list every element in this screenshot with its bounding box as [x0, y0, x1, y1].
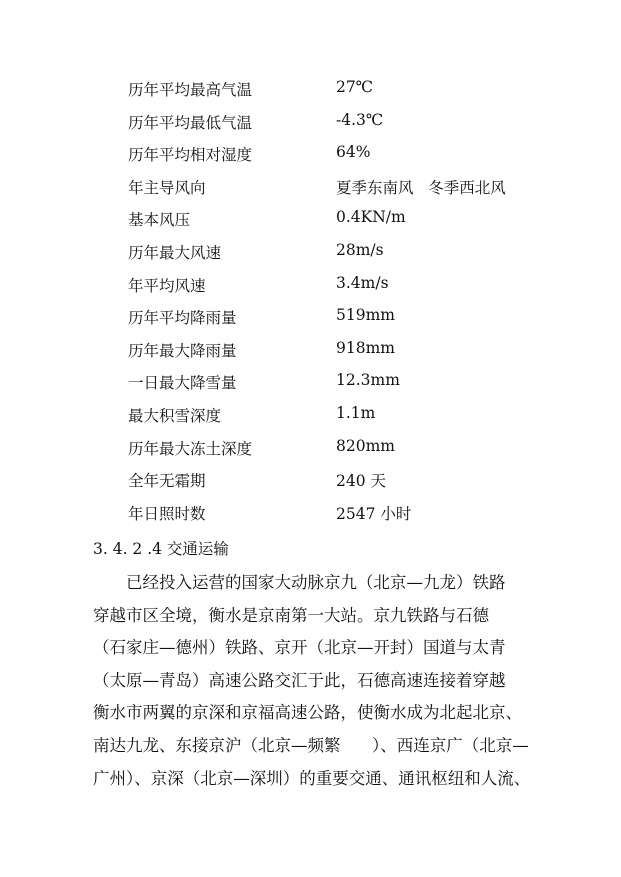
body-line: 衡水市两翼的京深和京福高速公路，使衡水成为北起北京、	[93, 703, 522, 723]
climate-row	[0, 437, 621, 470]
climate-row	[0, 404, 621, 437]
climate-label: 历年平均相对湿度	[128, 146, 253, 165]
climate-value: 240 天	[336, 472, 387, 491]
climate-row	[0, 502, 621, 535]
section-heading: 3. 4. 2 .4 交通运输	[93, 540, 229, 558]
climate-row	[0, 111, 621, 144]
body-line: 广州）、京深（北京—深圳）的重要交通、通讯枢纽和人流、	[93, 768, 531, 788]
climate-value: 12.3mm	[336, 371, 400, 390]
climate-row	[0, 143, 621, 176]
climate-value: 夏季东南风 冬季西北风	[336, 178, 506, 197]
climate-value: 918mm	[336, 338, 395, 357]
climate-row	[0, 78, 621, 111]
climate-value: 27℃	[336, 78, 374, 96]
climate-row	[0, 371, 621, 404]
climate-row	[0, 208, 621, 241]
climate-label: 基本风压	[128, 211, 191, 230]
climate-row	[0, 241, 621, 274]
climate-value: 2547 小时	[336, 504, 412, 523]
body-line: （石家庄—德州）铁路、京开（北京—开封）国道与太青	[93, 638, 506, 658]
climate-label: 年日照时数	[128, 504, 206, 523]
climate-value: 0.4KN/m	[336, 208, 406, 227]
climate-value: 64%	[336, 143, 371, 162]
body-line: 穿越市区全境，衡水是京南第一大站。京九铁路与石德	[93, 605, 489, 625]
climate-value: 519mm	[336, 306, 395, 325]
climate-row	[0, 469, 621, 502]
climate-value: 3.4m/s	[336, 273, 389, 292]
climate-label: 历年最大冻土深度	[128, 439, 253, 458]
climate-value: -4.3℃	[336, 110, 384, 129]
climate-label: 历年最大降雨量	[128, 341, 237, 360]
climate-row	[0, 306, 621, 339]
climate-label: 最大积雪深度	[128, 406, 222, 425]
climate-label: 历年平均降雨量	[128, 309, 237, 328]
climate-value: 1.1m	[336, 403, 376, 422]
climate-row	[0, 176, 621, 209]
climate-label: 年平均风速	[128, 276, 206, 295]
body-line: （太原—青岛）高速公路交汇于此，石德高速连接着穿越	[93, 670, 506, 690]
climate-label: 全年无霜期	[128, 472, 206, 491]
climate-label: 年主导风向	[128, 178, 206, 197]
body-line: 南达九龙、东接京沪（北京—频繁 ）、西连京广（北京—	[93, 735, 529, 755]
climate-row	[0, 274, 621, 307]
climate-label: 历年平均最低气温	[128, 113, 253, 132]
climate-data-table	[0, 78, 621, 534]
climate-value: 28m/s	[336, 240, 384, 259]
climate-row	[0, 339, 621, 372]
climate-label: 一日最大降雪量	[128, 374, 237, 393]
climate-label: 历年最大风速	[128, 243, 222, 262]
body-line: 已经投入运营的国家大动脉京九（北京—九龙）铁路	[126, 573, 506, 592]
section-body	[93, 567, 533, 795]
climate-label: 历年平均最高气温	[128, 81, 253, 99]
climate-value: 820mm	[336, 436, 395, 455]
